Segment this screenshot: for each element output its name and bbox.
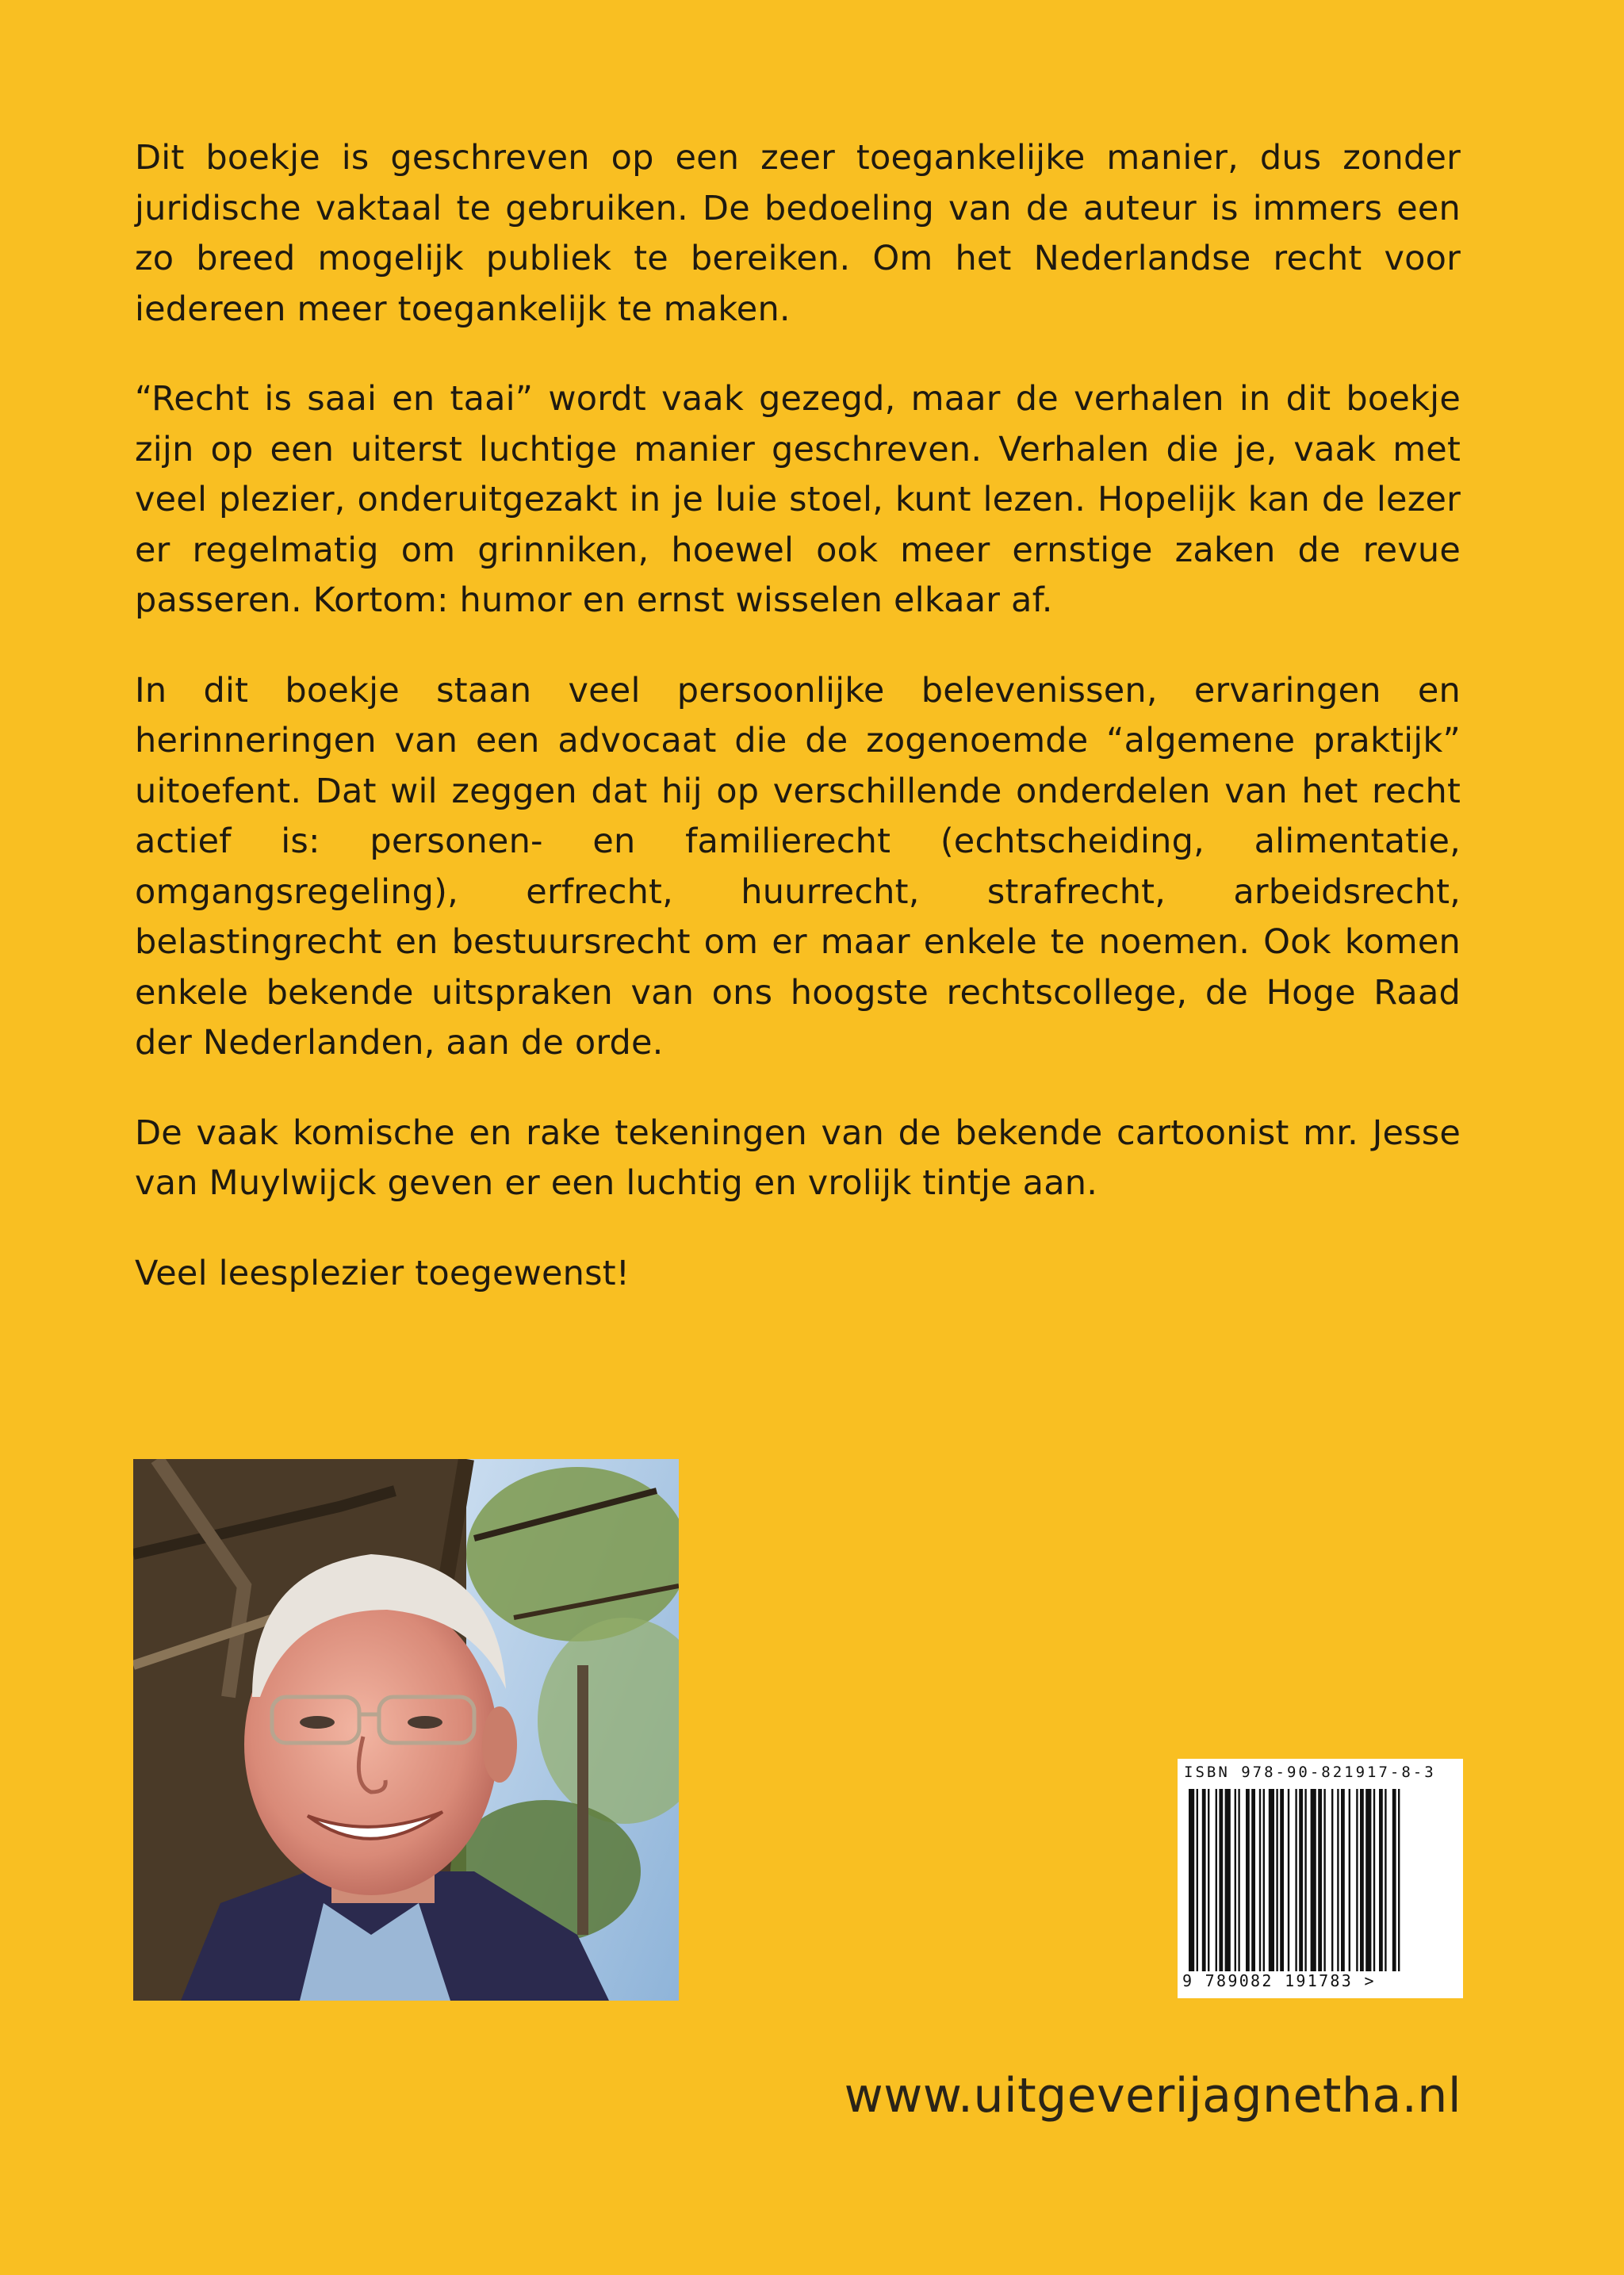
barcode-bar xyxy=(1216,1789,1217,1971)
barcode-bar xyxy=(1246,1789,1250,1971)
barcode-bar xyxy=(1197,1789,1198,1971)
blurb-paragraph-4: De vaak komische en rake tekeningen van de bekende cartoonist mr. Jesse van Muylwijck geven er een luchtig en vrolijk tintje aan. xyxy=(135,1113,1461,1203)
barcode-bar xyxy=(1398,1789,1400,1971)
barcode-bar xyxy=(1304,1789,1306,1971)
barcode-bar xyxy=(1331,1789,1333,1971)
barcode-bar xyxy=(1189,1789,1194,1971)
author-photo xyxy=(133,1459,679,2001)
blurb-paragraph-3: In dit boekje staan veel persoonlijke belevenissen, ervaringen en herinneringen van een advocaat die de zogenoemde “algemene praktijk” uitoefent. Dat wil zeggen dat hij op verschillende onderdelen van het recht actief is: personen- en familierecht (echtscheiding, alimentatie, omgangsregeling), erfrecht, huurrecht, strafrecht, arbeidsrecht, belastingrecht en bestuursrecht om er maar enkele te noemen. Ook komen enkele bekende uitspraken van ons hoogste rechtscollege, de Hoge Raad der Nederlanden, aan de orde. xyxy=(135,670,1461,1063)
barcode-bar xyxy=(1276,1789,1277,1971)
barcode-bar xyxy=(1349,1789,1350,1971)
blurb-paragraph-1: Dit boekje is geschreven op een zeer toegankelijke manier, dus zonder juridische vaktaal te gebruiken. De bedoeling van de auteur is immers een zo breed mogelijk publiek te bereiken. Om het Nederlandse recht voor iedereen meer toegankelijk te maken. xyxy=(135,138,1461,329)
barcode-bar xyxy=(1299,1789,1303,1971)
barcode-bar xyxy=(1318,1789,1322,1971)
barcode-bar xyxy=(1337,1789,1339,1971)
blurb-closing: Veel leesplezier toegewenst! xyxy=(135,1253,630,1293)
barcode-bar xyxy=(1263,1789,1265,1971)
barcode-bar xyxy=(1238,1789,1239,1971)
barcode-bar xyxy=(1269,1789,1274,1971)
author-photo-illustration xyxy=(133,1459,679,2001)
barcode-bar xyxy=(1392,1789,1396,1971)
isbn-barcode xyxy=(1178,1759,1463,1998)
barcode-bar xyxy=(1288,1789,1289,1971)
barcode-bar xyxy=(1379,1789,1383,1971)
barcode-bar xyxy=(1235,1789,1236,1971)
barcode-bar xyxy=(1251,1789,1255,1971)
blurb-paragraph-2: “Recht is saai en taai” wordt vaak gezegd, maar de verhalen in dit boekje zijn op een uiterst luchtige manier geschreven. Verhalen die je, vaak met veel plezier, onderuitgezakt in je luie stoel, kunt lezen. Hopelijk kan de lezer er regelmatig om grinniken, hoewel ook meer ernstige zaken de revue passeren. Kortom: humor en ernst wisselen elkaar af. xyxy=(135,379,1461,620)
barcode-bar xyxy=(1360,1789,1364,1971)
barcode-bar xyxy=(1259,1789,1261,1971)
barcode-bar xyxy=(1208,1789,1209,1971)
publisher-website: www.uitgeverijagnetha.nl xyxy=(844,2068,1461,2124)
barcode-bar xyxy=(1219,1789,1223,1971)
barcode-bar xyxy=(1295,1789,1297,1971)
blurb-text xyxy=(135,133,1461,1339)
barcode-bar xyxy=(1365,1789,1371,1971)
barcode-bar xyxy=(1280,1789,1284,1971)
barcode-bars xyxy=(1189,1789,1450,1971)
barcode-bar xyxy=(1341,1789,1345,1971)
isbn-label: ISBN 978-90-821917-8-3 xyxy=(1184,1764,1436,1781)
barcode-bar xyxy=(1385,1789,1386,1971)
barcode-bar xyxy=(1356,1789,1358,1971)
barcode-digits: 9 789082 191783 > xyxy=(1182,1971,1376,1990)
barcode-bar xyxy=(1373,1789,1375,1971)
barcode-bar xyxy=(1311,1789,1316,1971)
barcode-bar xyxy=(1323,1789,1325,1971)
barcode-bar xyxy=(1225,1789,1231,1971)
barcode-bar xyxy=(1202,1789,1206,1971)
